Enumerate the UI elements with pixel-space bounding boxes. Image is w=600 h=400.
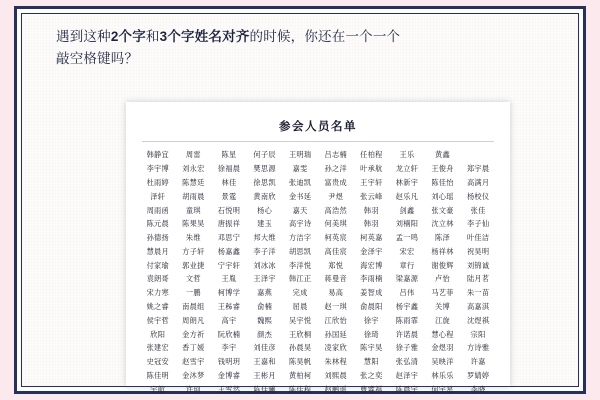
name-cell: 张佳 xyxy=(470,205,486,215)
name-cell: 赵泽宇 xyxy=(395,370,419,380)
name-cell: 梁嘉源 xyxy=(395,274,419,284)
name-cell: 高宇 xyxy=(221,315,237,325)
name-cell: 文哲 xyxy=(185,274,201,284)
name-cell: 慧阳 xyxy=(363,357,379,367)
name-cell: 金煜羽 xyxy=(431,343,454,353)
name-cell: 宗阳 xyxy=(470,329,486,339)
name-cell: 朱林程 xyxy=(324,357,347,367)
table-row xyxy=(140,327,496,341)
name-cell: 富贵成 xyxy=(324,177,347,187)
name-cell: 郑悦 xyxy=(328,260,344,270)
name-cell: 宁宇轩 xyxy=(217,260,241,270)
name-cell: 香丁媛 xyxy=(182,343,205,353)
name-cell: 宋宏 xyxy=(399,246,415,256)
name-cell: 沈煜祺 xyxy=(466,315,490,325)
name-cell: 陈雨霏 xyxy=(395,315,419,325)
name-cell: 江欣怡 xyxy=(324,315,347,325)
name-cell: 孟一鸣 xyxy=(395,233,419,243)
name-cell: 金博睿 xyxy=(217,370,241,380)
headline-part-2: 和 xyxy=(145,29,160,44)
name-cell: 林佳 xyxy=(221,177,237,187)
name-cell: 方洁字 xyxy=(288,233,312,243)
name-cell: 泽轩 xyxy=(150,191,166,201)
name-cell: 王泽宇 xyxy=(253,274,276,284)
name-cell: 李晓 xyxy=(470,384,486,394)
name-cell: 李洋悦 xyxy=(288,260,312,270)
table-row xyxy=(140,189,496,203)
name-cell: 谢俊辉 xyxy=(431,260,454,270)
name-cell: 徐思凯 xyxy=(253,177,276,187)
name-cell: 侯宇哲 xyxy=(146,315,170,325)
name-cell: 王雪然 xyxy=(217,384,241,394)
name-cell: 金方祈 xyxy=(182,329,205,339)
name-cell: 林新宇 xyxy=(395,177,419,187)
headline-part-3: 的时候，你还在一个一个 xyxy=(249,29,401,44)
name-cell: 孙之洋 xyxy=(324,164,347,174)
table-row xyxy=(140,176,496,190)
name-cell: 慧心程 xyxy=(431,329,454,339)
name-cell: 欣阳 xyxy=(150,329,166,339)
name-cell: 章行 xyxy=(399,260,415,270)
name-cell: 钱明玥 xyxy=(217,357,241,367)
name-cell: 徐宇 xyxy=(363,315,379,325)
name-cell: 陈佳怡 xyxy=(431,177,454,187)
name-cell: 陈泽 xyxy=(435,233,451,243)
name-cell: 蒋曼音 xyxy=(324,274,347,284)
name-cell: 任柏程 xyxy=(360,150,383,160)
name-cell: 陈慧廷 xyxy=(182,177,205,187)
table-row xyxy=(140,300,496,314)
name-cell: 柯英宸 xyxy=(324,233,347,243)
name-cell: 赵鹏遥 xyxy=(324,384,347,394)
name-cell: 完成 xyxy=(292,288,308,298)
name-cell: 樊思源 xyxy=(253,164,276,174)
name-cell: 朱一苗 xyxy=(466,288,490,298)
name-cell: 屈晨 xyxy=(292,301,308,311)
name-cell: 方子轩 xyxy=(182,246,205,256)
name-cell: 海宏博 xyxy=(360,260,383,270)
name-cell: 马艺菲 xyxy=(431,288,454,298)
name-cell: 孙德扬 xyxy=(146,233,170,243)
name-cell: 李宇博 xyxy=(146,164,170,174)
name-cell: 高佳宸 xyxy=(324,246,347,256)
name-cell: 柯博学 xyxy=(217,288,241,298)
name-cell: 郑宇晨 xyxy=(466,164,490,174)
name-cell: 李子仙 xyxy=(466,219,490,229)
table-row xyxy=(140,217,496,231)
name-cell: 孙国延 xyxy=(324,329,347,339)
name-cell: 林乐乐 xyxy=(431,370,454,380)
name-cell: 颜杰 xyxy=(257,329,273,339)
name-cell: 罗婧婷 xyxy=(466,370,490,380)
name-cell: 韩静宜 xyxy=(146,150,170,160)
name-cell: 俞楠 xyxy=(257,301,273,311)
name-cell: 陈佳明 xyxy=(146,370,170,380)
name-cell: 吴宇悦 xyxy=(288,315,312,325)
name-cell: 嘉燕 xyxy=(257,288,273,298)
name-cell: 周雨函 xyxy=(146,205,170,215)
name-cell: 黄柏柯 xyxy=(288,370,312,380)
name-cell: 高浩然 xyxy=(324,205,347,215)
name-cell: 何子辰 xyxy=(253,150,276,160)
name-cell: 童琪 xyxy=(185,205,201,215)
name-cell: 李雨楠 xyxy=(360,274,383,284)
name-cell: 宋力寒 xyxy=(146,288,170,298)
name-cell: 王明瑞 xyxy=(288,150,312,160)
name-cell: 俞晨阳 xyxy=(360,301,383,311)
table-row xyxy=(140,272,496,286)
name-cell: 袁朗哥 xyxy=(146,274,170,284)
card-title: 参会人员名单 xyxy=(279,121,357,133)
name-cell: 刘佳彦 xyxy=(253,343,276,353)
name-cell: 赵一琪 xyxy=(324,301,347,311)
name-cell: 龙立轩 xyxy=(395,164,419,174)
name-cell: 王秭睿 xyxy=(217,301,241,311)
name-cell: 许珂 xyxy=(185,384,201,394)
name-cell: 陈星 xyxy=(221,150,237,160)
name-cell: 王胤 xyxy=(221,274,237,284)
name-cell: 韩江正 xyxy=(288,274,312,284)
name-cell: 柯英嘉 xyxy=(360,233,383,243)
name-cell: 胡思凯 xyxy=(288,246,312,256)
name-cell: 许嘉 xyxy=(470,357,486,367)
headline-strong-1: 2个字 xyxy=(110,29,146,44)
name-cell: 吕志楠 xyxy=(324,150,347,160)
name-cell: 唐振祥 xyxy=(217,219,241,229)
table-row xyxy=(140,148,496,162)
name-cell: 吕伟 xyxy=(399,288,415,298)
name-cell: 杨宇鑫 xyxy=(395,301,419,311)
name-cell: 杨嘉鑫 xyxy=(217,246,241,256)
name-cell: 杨心 xyxy=(257,205,273,215)
name-cell: 王宇轩 xyxy=(360,177,383,187)
name-cell: 孙晨昊 xyxy=(288,343,312,353)
name-cell: 易高 xyxy=(328,288,344,298)
name-cell: 凌家欣 xyxy=(324,343,347,353)
name-cell: 魏熙 xyxy=(257,315,273,325)
name-cell: 黄南欣 xyxy=(253,191,276,201)
name-cell: 金沐梦 xyxy=(182,370,205,380)
name-cell: 张云峰 xyxy=(360,191,383,201)
name-cell: 沈立林 xyxy=(431,219,454,229)
name-cell: 韩羽 xyxy=(363,219,379,229)
table-row xyxy=(140,244,496,258)
name-cell: 陈晨宇 xyxy=(395,384,419,394)
name-cell: 叶佳洁 xyxy=(466,233,490,243)
name-cell: 南晨组 xyxy=(182,301,205,311)
name-cell: 方诗雅 xyxy=(466,343,490,353)
name-cell: 何宇星 xyxy=(431,384,454,394)
name-cell: 刘冰冰 xyxy=(253,260,276,270)
name-cell: 杨校仪 xyxy=(466,191,490,201)
name-cell: 周雷 xyxy=(185,150,201,160)
name-cell: 慧晨月 xyxy=(146,246,170,256)
name-cell: 刘锦诚 xyxy=(466,260,490,270)
table-row xyxy=(140,341,496,355)
name-cell: 金泽宇 xyxy=(360,246,383,256)
name-cell: 高嘉淇 xyxy=(466,301,490,311)
name-list-card xyxy=(126,102,510,394)
name-cell: 江旋 xyxy=(435,315,451,325)
name-cell: 郭业捷 xyxy=(182,260,205,270)
name-cell: 赵乐凡 xyxy=(395,191,419,201)
name-cell: 史冠安 xyxy=(146,357,170,367)
name-cell: 建玉 xyxy=(257,219,273,229)
name-cell: 曹睿祺 xyxy=(360,384,383,394)
name-cell: 李子洋 xyxy=(253,246,276,256)
name-cell: 卢怡 xyxy=(435,274,451,284)
name-cell: 陈昊帆 xyxy=(288,357,312,367)
names-table-body xyxy=(140,148,496,396)
name-cell: 刘永宏 xyxy=(182,164,205,174)
name-cell: 徐琦 xyxy=(363,329,379,339)
table-row xyxy=(140,203,496,217)
name-cell: 高满月 xyxy=(466,177,490,187)
name-cell: 张迪凯 xyxy=(288,177,312,187)
name-cell: 陈宇昊 xyxy=(360,343,383,353)
name-cell: 陆月茗 xyxy=(466,274,490,284)
name-cell: 尹煜 xyxy=(328,191,344,201)
name-cell: 景霆 xyxy=(221,191,237,201)
table-row xyxy=(140,162,496,176)
name-cell: 吴映洋 xyxy=(431,357,454,367)
name-cell: 张文豪 xyxy=(431,205,454,215)
card-divider xyxy=(142,141,494,142)
name-cell: 刘熙晨 xyxy=(324,370,347,380)
name-cell: 石悦明 xyxy=(217,205,241,215)
table-row xyxy=(140,258,496,272)
table-row xyxy=(140,313,496,327)
name-cell: 徐福晨 xyxy=(217,164,241,174)
name-cell: 宇航 xyxy=(150,384,166,394)
name-cell: 周朗凡 xyxy=(182,315,205,325)
name-cell: 高宇诗 xyxy=(288,219,312,229)
name-cell: 张之奕 xyxy=(360,370,383,380)
name-cell: 张建宏 xyxy=(146,343,170,353)
table-row xyxy=(140,286,496,300)
name-cell: 嘉天 xyxy=(292,205,308,215)
name-cell: 关博 xyxy=(435,301,451,311)
decorative-frame-outer xyxy=(14,6,586,394)
name-cell: 姜智成 xyxy=(360,288,383,298)
name-cell: 王欣桐 xyxy=(288,329,312,339)
name-cell: 王嘉和 xyxy=(253,357,276,367)
name-cell: 陈果昊 xyxy=(182,219,205,229)
table-row xyxy=(140,355,496,369)
name-cell: 杜雨婷 xyxy=(146,177,170,187)
name-cell: 朱维 xyxy=(185,233,201,243)
name-cell: 一鹏 xyxy=(185,288,201,298)
name-cell: 剑鑫 xyxy=(399,205,415,215)
name-cell: 徐子雅 xyxy=(395,343,419,353)
name-cell: 黄鑫 xyxy=(435,150,451,160)
name-cell: 韩羽 xyxy=(363,205,379,215)
name-cell: 陈佳曦 xyxy=(253,384,276,394)
headline xyxy=(56,26,556,70)
name-cell: 杨祥林 xyxy=(431,246,454,256)
name-cell: 刘心瑶 xyxy=(431,191,454,201)
headline-line-2: 敲空格键吗？ xyxy=(56,51,139,66)
table-row xyxy=(140,382,496,396)
name-cell: 王彬月 xyxy=(253,370,276,380)
name-cell: 陈元晨 xyxy=(146,219,170,229)
name-cell xyxy=(460,148,496,162)
name-cell: 邓思宁 xyxy=(217,233,241,243)
table-row xyxy=(140,231,496,245)
name-cell: 祝昊明 xyxy=(466,246,490,256)
name-cell: 陈佳程 xyxy=(288,384,312,394)
name-cell: 邦大维 xyxy=(253,233,276,243)
decorative-frame-inner xyxy=(21,13,579,394)
name-cell: 李宇 xyxy=(221,343,237,353)
name-cell: 王乐 xyxy=(399,150,415,160)
name-cell: 付家瑜 xyxy=(146,260,170,270)
name-cell: 赵雪宇 xyxy=(182,357,205,367)
name-cell: 阮欣楠 xyxy=(217,329,241,339)
name-cell: 金书延 xyxy=(288,191,312,201)
name-cell: 刘楠阳 xyxy=(395,219,419,229)
table-row xyxy=(140,369,496,383)
name-cell: 王俊舟 xyxy=(431,164,454,174)
name-cell: 许诺晨 xyxy=(395,329,419,339)
name-cell: 叶承航 xyxy=(360,164,383,174)
headline-strong-2: 3个字姓名对齐 xyxy=(159,29,250,44)
name-cell: 嘉雯 xyxy=(292,164,308,174)
name-cell: 何美琪 xyxy=(324,219,347,229)
name-cell: 张弘清 xyxy=(395,357,419,367)
names-table xyxy=(140,148,496,396)
name-cell: 胡雨晨 xyxy=(182,191,205,201)
name-cell: 姚之睿 xyxy=(146,301,170,311)
headline-part-1: 遇到这种 xyxy=(56,29,111,44)
